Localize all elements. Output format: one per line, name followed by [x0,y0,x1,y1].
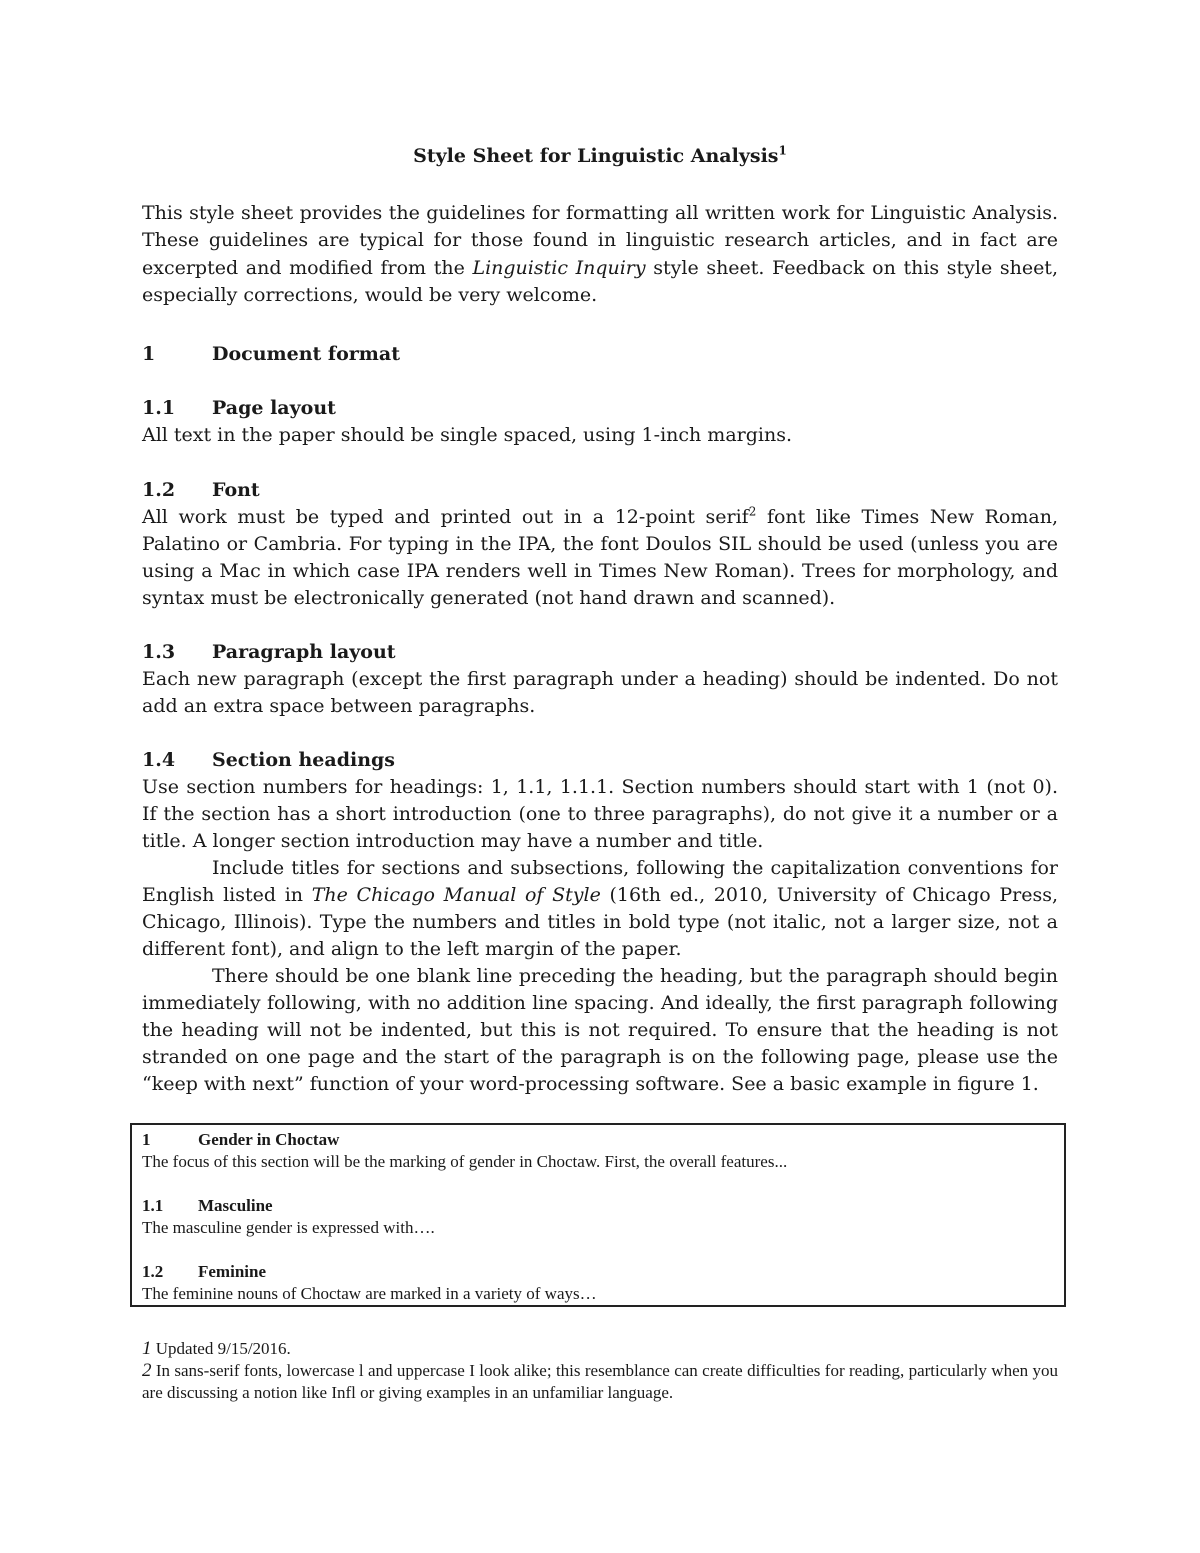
intro-text-1: This style sheet provides the guidelines for formatting all written work for Linguistic Analysis. These guidelines are typical for those found in linguistic research articles, and in fact are excerpted and modified from the [142,202,1058,279]
section-heading-1-3 [142,638,1058,666]
section-title: Page layout [212,397,336,419]
section-1-4-paragraph-1: Use section numbers for headings: 1, 1.1, 1.1.1. Section numbers should start with 1 (not 0). If the section has a short introduction (one to three paragraphs), do not give it a number or a title. A longer section introduction may have a number and title. [142,776,1058,852]
example-figure-box [130,1123,1066,1307]
section-heading-1-2 [142,476,1058,504]
footnotes [142,1338,1058,1404]
section-1-1 [142,394,1058,449]
section-1-4-paragraph-2 [142,855,1058,963]
section-1-3-text: Each new paragraph (except the first paragraph under a heading) should be indented. Do not add an extra space between paragraphs. [142,668,1058,717]
figure-section-title: Gender in Choctaw [198,1130,340,1149]
figure-text-3: The feminine nouns of Choctaw are marked in a variety of ways… [142,1284,597,1303]
section-1-3 [142,638,1058,720]
figure-heading-1-1 [142,1195,1054,1217]
section-title: Paragraph layout [212,641,396,663]
intro-text-2: style sheet. Feedback on this style sheet, especially corrections, would be very welcome. [142,256,1058,306]
intro-paragraph [142,200,1058,309]
figure-spacer [142,1239,1054,1261]
section-1-4-paragraph-3: There should be one blank line preceding the heading, but the paragraph should begin immediately following, with no addition line spacing. And ideally, the first paragraph following the heading will not be indented, but this is not required. To ensure that the heading is not stranded on one page and the start of the paragraph is on the following page, please use the “keep with next” function of your word-processing software. See a basic example in figure 1. [142,965,1058,1095]
section-number: 1.4 [142,749,176,771]
figure-section-number: 1.1 [142,1196,164,1215]
section-heading-1-4 [142,746,1058,774]
section-1-2-text [142,504,1058,612]
figure-spacer [142,1173,1054,1195]
font-text-2: font like Times New Roman, Palatino or Cambria. For typing in the IPA, the font Doulos SIL should be used (unless you are using a Mac in which case IPA renders well in Times New Roman). Trees for morphology, and syntax must be electronically generated (not hand drawn and scanned). [142,506,1058,609]
figure-text-2: The masculine gender is expressed with…. [142,1218,435,1237]
footnote-text: Updated 9/15/2016. [151,1339,291,1358]
section-1-2 [142,476,1058,612]
section-number: 1.1 [142,397,176,419]
section-heading-1 [142,340,1058,368]
footnote-text: In sans-serif fonts, lowercase l and uppercase I look alike; this resemblance can create difficulties for reading, particularly when you are discussing a notion like Infl or giving examples in an unfamiliar language. [142,1361,1058,1402]
figure-section-number: 1.2 [142,1262,164,1281]
footnote-mark-2[interactable]: 2 [748,504,757,519]
intro-italic-title: Linguistic Inquiry [472,256,646,279]
section-number: 1 [142,343,156,365]
figure-heading-1 [142,1129,1054,1151]
footnote-number: 1 [142,1338,152,1359]
section-1-1-text: All text in the paper should be single spaced, using 1-inch margins. [142,424,792,446]
figure-section-title: Masculine [198,1196,273,1215]
section-number: 1.2 [142,479,176,501]
section-number: 1.3 [142,641,176,663]
footnote-1 [142,1338,1058,1360]
footnote-2 [142,1360,1058,1404]
figure-text-1: The focus of this section will be the marking of gender in Choctaw. First, the overall features... [142,1152,788,1171]
p2-text-2: (16th ed., 2010, University of Chicago Press, Chicago, Illinois). Type the numbers and titles in bold type (not italic, not a larger size, not a different font), and align to the left margin of the paper. [142,884,1058,960]
document-title [0,142,1200,170]
section-1-4 [142,746,1058,1098]
p2-italic-title: The Chicago Manual of Style [311,884,601,906]
p2-text-1: Include titles for sections and subsections, following the capitalization conventions for English listed in [142,857,1058,906]
title-footnote-mark[interactable]: 1 [778,143,787,158]
section-heading-1-1 [142,394,1058,422]
section-title: Font [212,479,260,501]
title-text: Style Sheet for Linguistic Analysis [413,145,779,167]
figure-heading-1-2 [142,1261,1054,1283]
footnote-number: 2 [142,1360,152,1381]
figure-section-title: Feminine [198,1262,266,1281]
font-text-1: All work must be typed and printed out in a 12-point serif [142,506,749,528]
section-title: Section headings [212,749,395,771]
section-title: Document format [212,343,400,365]
figure-section-number: 1 [142,1130,151,1149]
